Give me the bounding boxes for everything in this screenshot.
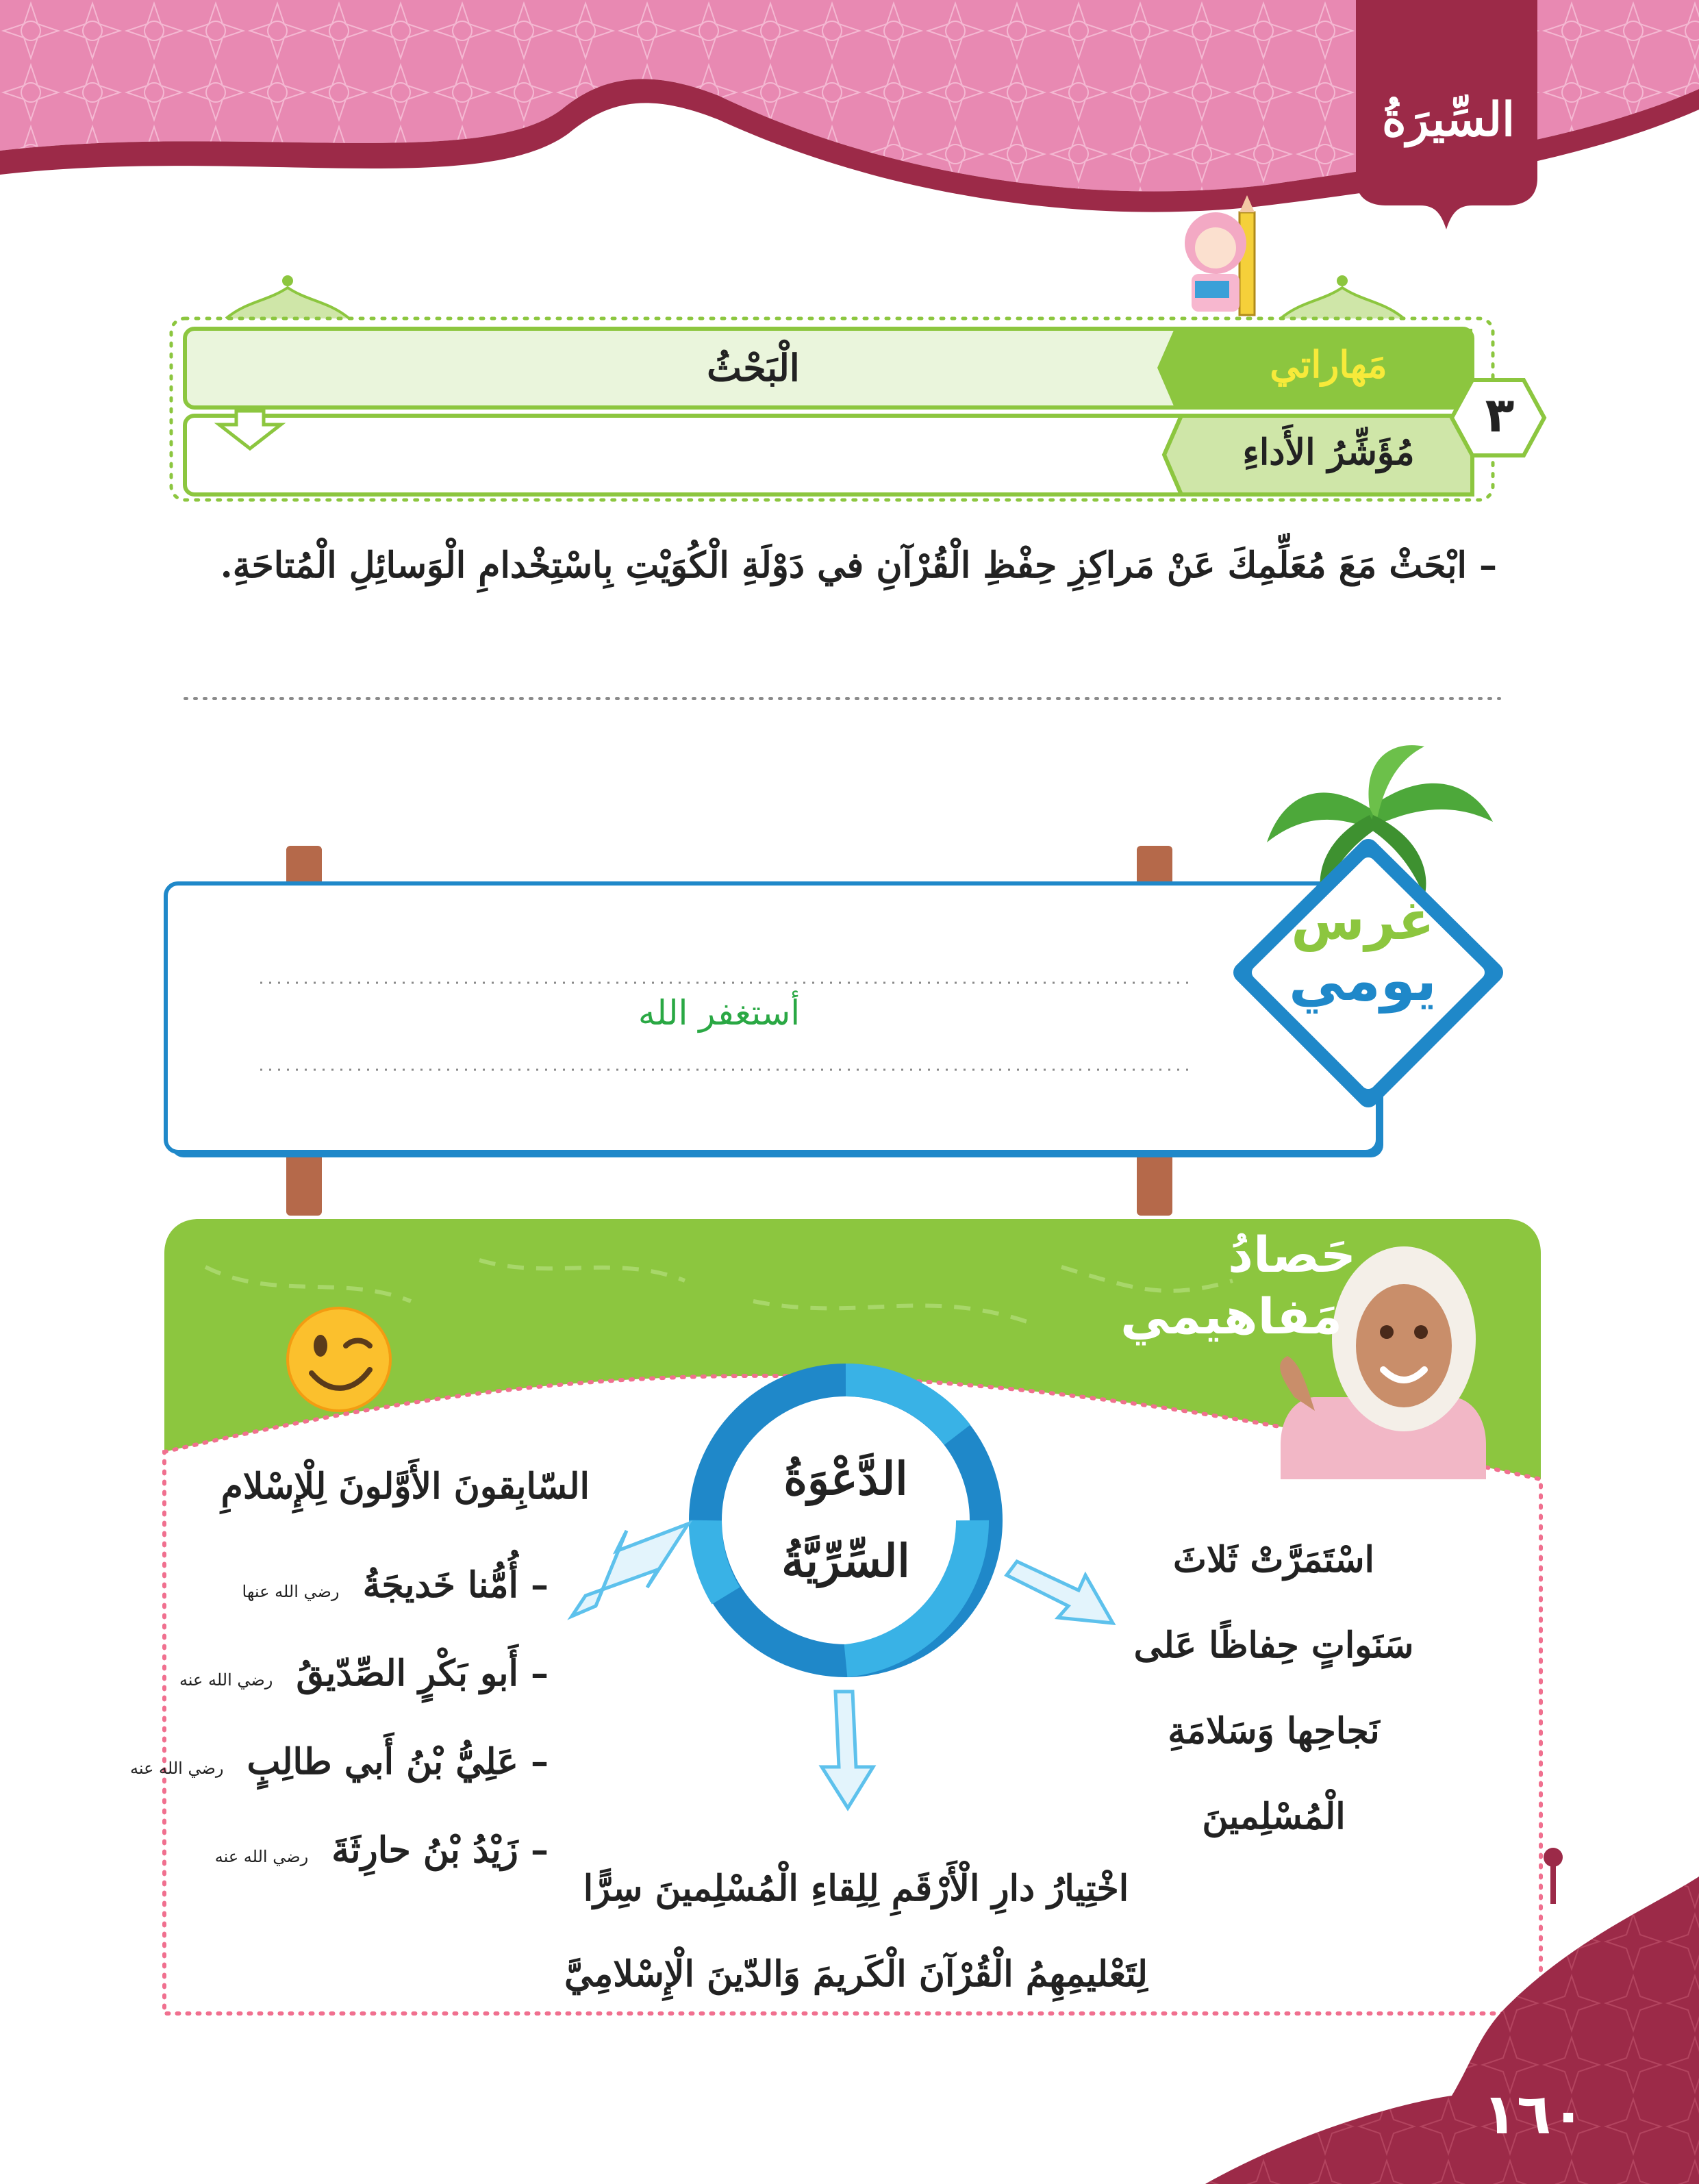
honorific: رضي الله عنه [129,1759,224,1778]
wink-emoji-icon [288,1308,390,1411]
companion-name: – أُمُّنا خَديجَةُ [362,1564,549,1606]
daily-phrase: أستغفر الله [638,993,801,1033]
early-muslims-list [110,1544,549,1898]
honorific: رضي الله عنها [242,1582,340,1601]
companion-name: – زَيْدُ بْنُ حارِثَةَ [331,1829,549,1871]
skill-number: ٣ [1485,387,1515,443]
center-ring-diagram [705,1380,986,1661]
harvest-title-line2: مَفاهيمي [1120,1288,1342,1345]
page-number: ١٦٠ [1482,2082,1586,2147]
center-concept-line2: السِّرِّيَّةُ [781,1534,910,1587]
dar-al-arqam-note [479,1846,1233,2017]
duration-line: نَجاحِها وَسَلامَةِ [1168,1710,1380,1752]
duration-line: الْمُسْلِمينَ [1202,1796,1346,1837]
research-instruction: – ابْحَثْ مَعَ مُعَلِّمِكَ عَنْ مَراكِزِ حِفْظِ الْقُرْآنِ في دَوْلَةِ الْكُوَيْتِ بِاسْتِخْدامِ الْوَسائِلِ الْمُتاحَةِ. [220,544,1497,586]
early-muslims-title: السّابِقونَ الأَوَّلونَ لِلْإِسْلامِ [221,1466,590,1507]
companion-name: – عَلِيُّ بْنُ أَبي طالِبٍ [247,1741,549,1783]
list-item [110,1721,549,1809]
center-concept-line1: الدَّعْوَةُ [783,1452,908,1505]
honorific: رضي الله عنه [214,1847,309,1866]
daily-badge-line1: غرس [1291,890,1435,952]
performance-indicator-label: مُؤَشِّرُ الأَداءِ [1242,431,1415,473]
duration-note [1109,1517,1438,1859]
list-item [110,1633,549,1721]
note-line: اخْتِيارُ دارِ الْأَرْقَمِ لِلِقاءِ الْمُسْلِمينَ سِرًّا [583,1868,1129,1909]
skills-tab-label: مَهاراتي [1270,342,1387,386]
duration-line: اسْتَمَرَّتْ ثَلاثَ [1173,1539,1374,1581]
companion-name: – أَبو بَكْرٍ الصِّدّيقُ [296,1653,549,1694]
honorific: رضي الله عنه [179,1670,273,1690]
harvest-title-line1: حَصادُ [1228,1226,1356,1283]
section-title: السِّيرَةُ [1382,92,1515,147]
girl-pencil-illustration [1185,195,1255,315]
daily-badge-line2: يومي [1289,949,1437,1014]
list-item [110,1544,549,1633]
skill-name: الْبَحْثُ [707,346,800,390]
note-line: لِتَعْليمِهِمُ الْقُرْآنَ الْكَريمَ وَالدّينَ الْإِسْلامِيَّ [564,1953,1148,1995]
duration-line: سَنَواتٍ حِفاظًا عَلى [1133,1624,1414,1666]
